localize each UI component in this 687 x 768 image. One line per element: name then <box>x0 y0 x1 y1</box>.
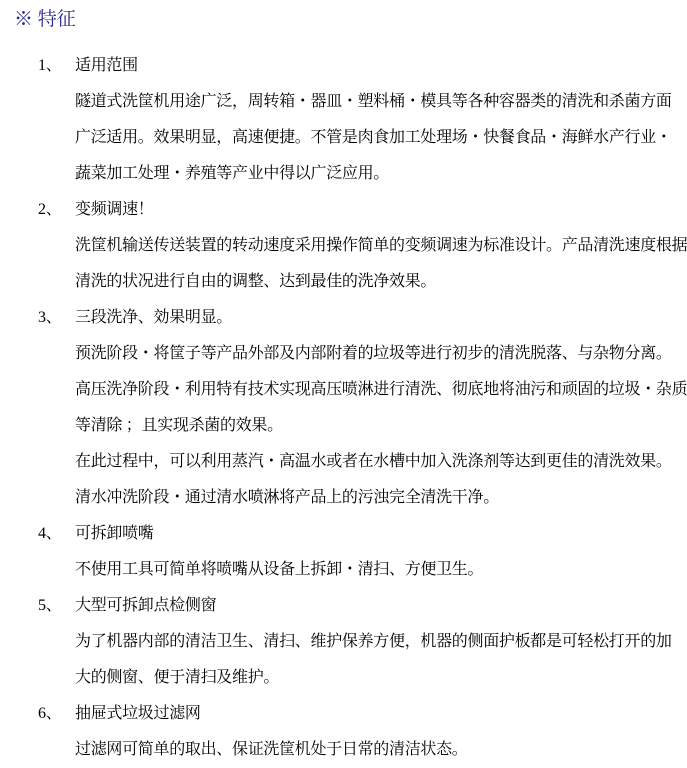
feature-item-3 <box>0 300 687 516</box>
item-text-line: 在此过程中，可以利用蒸汽・高温水或者在水槽中加入洗涤剂等达到更佳的清洗效果。 <box>75 453 672 470</box>
item-heading: 变频调速！ <box>75 201 154 218</box>
item-number: 3、 <box>38 309 62 326</box>
item-text-line: 不使用工具可简单将喷嘴从设备上拆卸・清扫、方便卫生。 <box>75 561 484 578</box>
item-heading-row <box>0 696 687 732</box>
item-text-line: 大的侧窗、便于清扫及维护。 <box>75 669 280 686</box>
item-text-line: 清水冲洗阶段・通过清水喷淋将产品上的污浊完全清洗干净。 <box>75 489 499 506</box>
item-heading: 抽屉式垃圾过滤网 <box>75 705 201 722</box>
item-heading: 大型可拆卸点检侧窗 <box>75 597 217 614</box>
item-text-line: 过滤网可简单的取出、保证洗筐机处于日常的清洁状态。 <box>75 741 468 758</box>
item-heading-row <box>0 48 687 84</box>
feature-item-6 <box>0 696 687 768</box>
item-text-line: 广泛适用。效果明显，高速便捷。不管是肉食加工处理场・快餐食品・海鲜水产行业・ <box>75 129 672 146</box>
item-text-line: 蔬菜加工处理・养殖等产业中得以广泛应用。 <box>75 165 390 182</box>
page-title: ※ 特征 <box>14 9 76 30</box>
item-heading-row <box>0 192 687 228</box>
item-text-line: 预洗阶段・将筐子等产品外部及内部附着的垃圾等进行初步的清洗脱落、与杂物分离。 <box>75 345 672 362</box>
feature-item-1 <box>0 48 687 192</box>
item-heading-row <box>0 300 687 336</box>
feature-list <box>0 48 687 768</box>
item-heading-row <box>0 516 687 552</box>
item-heading: 适用范围 <box>75 57 138 74</box>
item-heading: 可拆卸喷嘴 <box>75 525 154 542</box>
item-number: 1、 <box>38 57 62 74</box>
feature-item-4 <box>0 516 687 588</box>
feature-item-5 <box>0 588 687 696</box>
item-heading: 三段洗净、効果明显。 <box>75 309 233 326</box>
item-text-line: 等清除 ；且实现杀菌的效果。 <box>75 417 283 434</box>
item-text-line: 高压洗净阶段・利用特有技术实现高压喷淋进行清洗、彻底地将油污和顽固的垃圾・杂质 <box>75 381 687 398</box>
feature-item-2 <box>0 192 687 300</box>
item-heading-row <box>0 588 687 624</box>
item-text-line: 洗筐机输送传送装置的转动速度采用操作简单的变频调速为标准设计。产品清洗速度根据 <box>75 237 687 254</box>
item-text-line: 为了机器内部的清洁卫生、清扫、维护保养方便，机器的侧面护板都是可轻松打开的加 <box>75 633 672 650</box>
item-text-line: 清洗的状况进行自由的调整、达到最佳的洗净效果。 <box>75 273 437 290</box>
item-number: 4、 <box>38 525 62 542</box>
item-number: 2、 <box>38 201 62 218</box>
item-number: 6、 <box>38 705 62 722</box>
item-number: 5、 <box>38 597 62 614</box>
item-text-line: 隧道式洗筐机用途广泛，周转箱・器皿・塑料桶・模具等各种容器类的清洗和杀菌方面 <box>75 93 672 110</box>
